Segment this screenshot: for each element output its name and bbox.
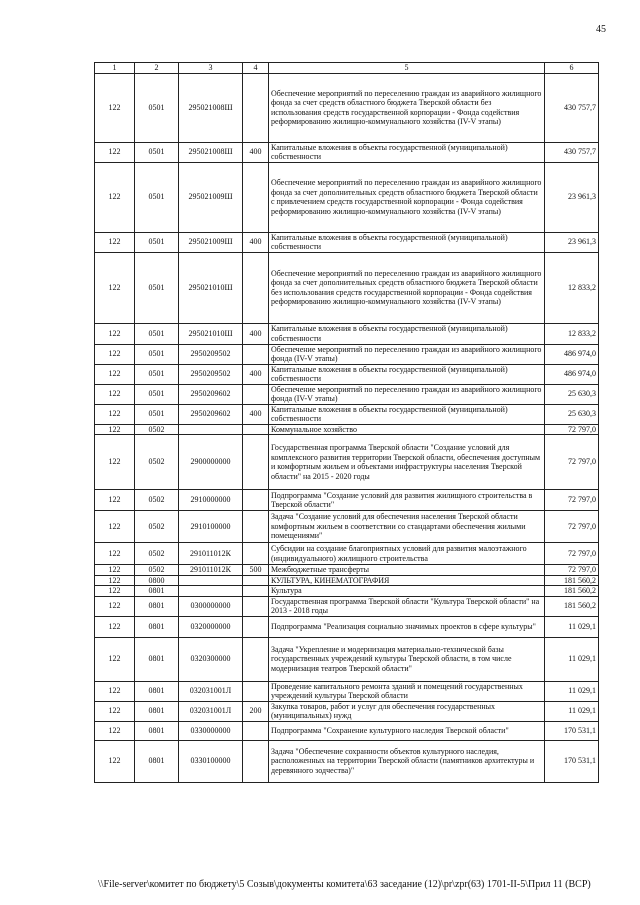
table-cell-col2: 0501	[135, 404, 179, 424]
table-cell-col3: 0300000000	[179, 596, 243, 616]
table-cell-col5: Обеспечение мероприятий по переселению граждан из аварийного жилищного фонда за счет дополнительных средств областного бюджета Тверской области с привлечением средств государственной корпорации - Фонда содействия реформированию жилищно-коммунального хозяйства (IV-V этапы)	[269, 162, 545, 232]
table-cell-col4	[243, 424, 269, 435]
table-cell-col6: 430 757,7	[545, 142, 599, 162]
table-cell-col6: 486 974,0	[545, 364, 599, 384]
table-cell-col5: Культура	[269, 586, 545, 597]
table-cell-col3: 2900000000	[179, 435, 243, 490]
table-row	[95, 323, 599, 344]
table-cell-col1: 122	[95, 364, 135, 384]
table-cell-col4	[243, 596, 269, 616]
table-row	[95, 575, 599, 586]
table-row	[95, 404, 599, 424]
table-cell-col4: 400	[243, 142, 269, 162]
table-cell-col6: 25 630,3	[545, 384, 599, 404]
table-cell-col4: 400	[243, 232, 269, 252]
table-cell-col2: 0801	[135, 721, 179, 740]
table-cell-col1: 122	[95, 596, 135, 616]
table-cell-col1: 122	[95, 162, 135, 232]
table-cell-col1: 122	[95, 232, 135, 252]
table-cell-col5: Обеспечение мероприятий по переселению граждан из аварийного жилищного фонда за счет средств областного бюджета Тверской области без использования средств государственной корпорации - Фонда содействия реформированию жилищно-коммунального хозяйства (IV-V этапы)	[269, 73, 545, 142]
table-cell-col1: 122	[95, 701, 135, 721]
table-cell-col1: 122	[95, 681, 135, 701]
table-cell-col1: 122	[95, 511, 135, 543]
table-cell-col5: Обеспечение мероприятий по переселению граждан из аварийного жилищного фонда за счет дополнительных средств областного бюджета Тверской области без использования средств государственной корпорации - Фонда содействия реформированию жилищно-коммунального хозяйства (IV-V этапы)	[269, 252, 545, 323]
table-row	[95, 565, 599, 576]
table-row	[95, 232, 599, 252]
table-cell-col2: 0502	[135, 565, 179, 576]
table-cell-col6: 486 974,0	[545, 344, 599, 364]
table-cell-col4	[243, 721, 269, 740]
table-cell-col2: 0801	[135, 701, 179, 721]
table-cell-col4: 400	[243, 364, 269, 384]
table-cell-col6: 170 531,1	[545, 721, 599, 740]
table-cell-col2: 0801	[135, 616, 179, 637]
table-cell-col4: 400	[243, 323, 269, 344]
table-cell-col4	[243, 435, 269, 490]
table-cell-col5: КУЛЬТУРА, КИНЕМАТОГРАФИЯ	[269, 575, 545, 586]
table-cell-col5: Капитальные вложения в объекты государственной (муниципальной) собственности	[269, 404, 545, 424]
table-cell-col2: 0501	[135, 344, 179, 364]
table-cell-col1: 122	[95, 142, 135, 162]
table-cell-col4: 400	[243, 404, 269, 424]
table-cell-col1: 122	[95, 424, 135, 435]
table-cell-col3: 2910100000	[179, 511, 243, 543]
table-cell-col1: 122	[95, 73, 135, 142]
column-header: 3	[179, 63, 243, 74]
table-cell-col5: Задача "Обеспечение сохранности объектов культурного наследия, расположенных на территории Тверской области (памятников архитектуры и деревянного зодчества)"	[269, 740, 545, 782]
table-row	[95, 511, 599, 543]
table-cell-col5: Коммунальное хозяйство	[269, 424, 545, 435]
table-row	[95, 586, 599, 597]
table-cell-col3: 295021010Ш	[179, 323, 243, 344]
table-cell-col1: 122	[95, 543, 135, 565]
table-row	[95, 681, 599, 701]
table-cell-col3: 032031001Л	[179, 701, 243, 721]
table-cell-col3: 291011012К	[179, 565, 243, 576]
table-cell-col2: 0501	[135, 252, 179, 323]
table-cell-col2: 0801	[135, 637, 179, 681]
table-cell-col4	[243, 575, 269, 586]
table-row	[95, 435, 599, 490]
table-cell-col6: 72 797,0	[545, 511, 599, 543]
table-cell-col5: Задача "Создание условий для обеспечения населения Тверской области комфортным жильем в соответствии со стандартами обеспечения жилыми помещениями"	[269, 511, 545, 543]
table-cell-col2: 0800	[135, 575, 179, 586]
table-cell-col3: 2950209602	[179, 384, 243, 404]
table-cell-col3: 295021010Ш	[179, 252, 243, 323]
table-cell-col1: 122	[95, 490, 135, 511]
budget-table	[94, 62, 599, 783]
table-cell-col1: 122	[95, 721, 135, 740]
table-cell-col5: Капитальные вложения в объекты государственной (муниципальной) собственности	[269, 323, 545, 344]
table-row	[95, 384, 599, 404]
table-cell-col6: 11 029,1	[545, 637, 599, 681]
table-row	[95, 162, 599, 232]
table-cell-col5: Задача "Укрепление и модернизация материально-технической базы государственных учреждений культуры Тверской области, в том числе модернизация театров Тверской области"	[269, 637, 545, 681]
table-cell-col3	[179, 586, 243, 597]
table-cell-col2: 0801	[135, 740, 179, 782]
table-row	[95, 721, 599, 740]
table-cell-col4: 500	[243, 565, 269, 576]
column-header: 4	[243, 63, 269, 74]
table-cell-col5: Подпрограмма "Сохранение культурного наследия Тверской области"	[269, 721, 545, 740]
table-cell-col1: 122	[95, 384, 135, 404]
table-cell-col5: Государственная программа Тверской области "Культура Тверской области" на 2013 - 2018 годы	[269, 596, 545, 616]
table-cell-col5: Подпрограмма "Создание условий для развития жилищного строительства в Тверской области"	[269, 490, 545, 511]
table-cell-col6: 11 029,1	[545, 701, 599, 721]
table-cell-col1: 122	[95, 637, 135, 681]
header-row	[95, 63, 599, 74]
table-row	[95, 543, 599, 565]
table-cell-col3: 0330000000	[179, 721, 243, 740]
table-cell-col1: 122	[95, 740, 135, 782]
table-row	[95, 637, 599, 681]
table-row	[95, 596, 599, 616]
table-cell-col4	[243, 73, 269, 142]
table-cell-col2: 0501	[135, 73, 179, 142]
table-cell-col4	[243, 384, 269, 404]
table-cell-col5: Проведение капитального ремонта зданий и помещений государственных учреждений культуры Тверской области	[269, 681, 545, 701]
table-cell-col4	[243, 511, 269, 543]
table-cell-col2: 0501	[135, 364, 179, 384]
table-cell-col6: 11 029,1	[545, 616, 599, 637]
table-cell-col2: 0501	[135, 162, 179, 232]
table-cell-col5: Межбюджетные трансферты	[269, 565, 545, 576]
table-cell-col1: 122	[95, 252, 135, 323]
table-cell-col6: 72 797,0	[545, 490, 599, 511]
table-row	[95, 252, 599, 323]
table-cell-col1: 122	[95, 616, 135, 637]
table-cell-col3	[179, 424, 243, 435]
table-cell-col6: 72 797,0	[545, 565, 599, 576]
table-cell-col6: 181 560,2	[545, 596, 599, 616]
table-cell-col6: 72 797,0	[545, 424, 599, 435]
table-row	[95, 344, 599, 364]
table-cell-col3: 2950209502	[179, 364, 243, 384]
table-row	[95, 701, 599, 721]
table-cell-col3: 2910000000	[179, 490, 243, 511]
table-cell-col1: 122	[95, 565, 135, 576]
table-row	[95, 73, 599, 142]
table-cell-col2: 0801	[135, 586, 179, 597]
table-cell-col5: Закупка товаров, работ и услуг для обеспечения государственных (муниципальных) нужд	[269, 701, 545, 721]
column-header: 1	[95, 63, 135, 74]
table-cell-col2: 0501	[135, 142, 179, 162]
table-cell-col6: 72 797,0	[545, 543, 599, 565]
table-cell-col1: 122	[95, 435, 135, 490]
table-cell-col5: Подпрограмма "Реализация социально значимых проектов в сфере культуры"	[269, 616, 545, 637]
table-cell-col4	[243, 616, 269, 637]
table-cell-col2: 0801	[135, 596, 179, 616]
table-cell-col4	[243, 490, 269, 511]
table-cell-col3: 0320000000	[179, 616, 243, 637]
table-cell-col4	[243, 344, 269, 364]
table-cell-col1: 122	[95, 323, 135, 344]
table-cell-col2: 0502	[135, 435, 179, 490]
table-cell-col6: 12 833,2	[545, 323, 599, 344]
table-row	[95, 142, 599, 162]
table-cell-col2: 0502	[135, 490, 179, 511]
table-cell-col6: 170 531,1	[545, 740, 599, 782]
table-cell-col3: 0330100000	[179, 740, 243, 782]
table-cell-col3: 295021009Ш	[179, 232, 243, 252]
table-cell-col6: 181 560,2	[545, 586, 599, 597]
table-cell-col4	[243, 740, 269, 782]
table-cell-col6: 72 797,0	[545, 435, 599, 490]
column-header: 6	[545, 63, 599, 74]
table-cell-col2: 0501	[135, 323, 179, 344]
table-cell-col5: Субсидии на создание благоприятных условий для развития малоэтажного (индивидуального) жилищного строительства	[269, 543, 545, 565]
table-cell-col6: 25 630,3	[545, 404, 599, 424]
table-cell-col4	[243, 162, 269, 232]
table-cell-col3: 295021008Ш	[179, 142, 243, 162]
table-cell-col3	[179, 575, 243, 586]
table-row	[95, 740, 599, 782]
table-cell-col3: 2950209502	[179, 344, 243, 364]
table-cell-col6: 181 560,2	[545, 575, 599, 586]
table-cell-col2: 0501	[135, 384, 179, 404]
table-cell-col2: 0501	[135, 232, 179, 252]
table-cell-col5: Обеспечение мероприятий по переселению граждан из аварийного жилищного фонда (IV-V этапы)	[269, 384, 545, 404]
table-cell-col2: 0502	[135, 424, 179, 435]
table-cell-col6: 11 029,1	[545, 681, 599, 701]
table-row	[95, 364, 599, 384]
table-cell-col6: 23 961,3	[545, 232, 599, 252]
table-cell-col5: Капитальные вложения в объекты государственной (муниципальной) собственности	[269, 364, 545, 384]
table-cell-col2: 0502	[135, 543, 179, 565]
table-cell-col4	[243, 543, 269, 565]
table-cell-col5: Капитальные вложения в объекты государственной (муниципальной) собственности	[269, 232, 545, 252]
table-cell-col3: 295021008Ш	[179, 73, 243, 142]
table-cell-col1: 122	[95, 404, 135, 424]
table-cell-col6: 430 757,7	[545, 73, 599, 142]
table-cell-col2: 0801	[135, 681, 179, 701]
table-cell-col5: Государственная программа Тверской области "Создание условий для комплексного развития территории Тверской области, обеспечения доступным и комфортным жильем и объектами инфраструктуры населения Тверской области" на 2015 - 2020 годы	[269, 435, 545, 490]
table-cell-col1: 122	[95, 344, 135, 364]
table-cell-col6: 23 961,3	[545, 162, 599, 232]
table-cell-col3: 032031001Л	[179, 681, 243, 701]
page-number: 45	[596, 24, 606, 35]
table-cell-col3: 2950209602	[179, 404, 243, 424]
table-cell-col4	[243, 637, 269, 681]
table-cell-col3: 295021009Ш	[179, 162, 243, 232]
table-cell-col5: Капитальные вложения в объекты государственной (муниципальной) собственности	[269, 142, 545, 162]
table-cell-col4	[243, 586, 269, 597]
column-header: 5	[269, 63, 545, 74]
table-cell-col5: Обеспечение мероприятий по переселению граждан из аварийного жилищного фонда (IV-V этапы)	[269, 344, 545, 364]
column-header: 2	[135, 63, 179, 74]
table-cell-col2: 0502	[135, 511, 179, 543]
table-cell-col1: 122	[95, 586, 135, 597]
table-cell-col3: 0320300000	[179, 637, 243, 681]
table-row	[95, 424, 599, 435]
table-cell-col4	[243, 681, 269, 701]
table-row	[95, 616, 599, 637]
table-cell-col4	[243, 252, 269, 323]
table-cell-col6: 12 833,2	[545, 252, 599, 323]
footer-file-path: \\File-server\комитет по бюджету\5 Созыв\документы комитета\63 заседание (12)\pr\zpr(63) 1701-II-5\Прил 11 (ВСР)	[98, 879, 591, 890]
table-row	[95, 490, 599, 511]
table-cell-col3: 291011012К	[179, 543, 243, 565]
table-cell-col1: 122	[95, 575, 135, 586]
table-cell-col4: 200	[243, 701, 269, 721]
